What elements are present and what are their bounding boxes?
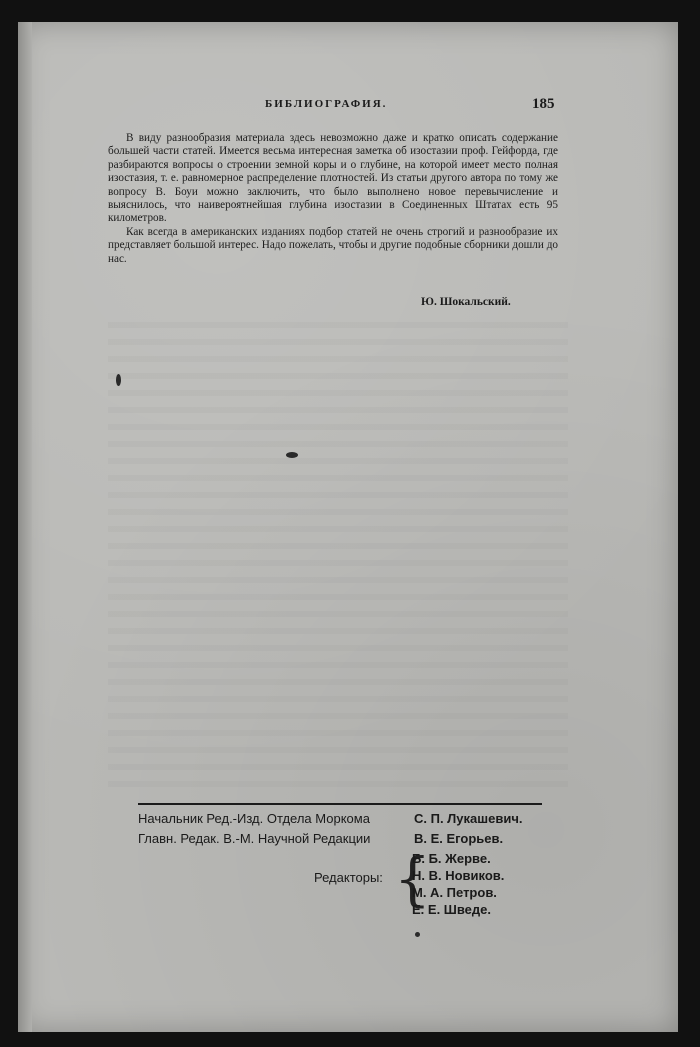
author-signature: Ю. Шокальский.: [421, 296, 511, 308]
ink-spot: [116, 374, 121, 386]
credit-line: [138, 809, 558, 829]
credit-person: В. Е. Егорьев.: [414, 831, 504, 846]
editors-label: Редакторы:: [314, 870, 383, 885]
ink-spot: [286, 452, 298, 458]
ink-spot: [415, 932, 420, 937]
editor-name: Н. В. Новиков.: [412, 868, 505, 883]
editor-name: Е. Е. Шведе.: [412, 902, 491, 917]
editors-list: [412, 850, 504, 918]
bleed-through-area: [108, 322, 568, 792]
credit-person: С. П. Лукашевич.: [414, 811, 523, 826]
article-body: [108, 132, 558, 266]
curly-brace-icon: {: [394, 845, 431, 913]
credit-role: Начальник Ред.-Изд. Отдела Моркома: [138, 811, 370, 826]
credit-role: Главн. Редак. В.-М. Научной Редакции: [138, 831, 371, 846]
document-page: [18, 22, 678, 1032]
paragraph: Как всегда в американских изданиях подбор статей не очень строгий и разнообразие их представляет большой интерес. Надо пожелать, чтобы и другие подобные сборники дошли до нас.: [108, 225, 558, 265]
paragraph: В виду разнообразия материала здесь невозможно даже и кратко описать содержание большей части статей. Имеется весьма интересная заметка об изостазии проф. Гейфорда, где разбираются вопросы о строении земной коры и о глубине, на которой имеет место полная изостазия, т. е. равномерное распределение плотностей. Из статьи другого автора по тому же вопросу В. Боуи можно заключить, что было выполнено новое перевычисление и выяснилось, что наивероятнейшая глубина изостазии в Соединенных Штатах есть 95 километров.: [108, 132, 558, 225]
credits-block: [138, 809, 558, 849]
page-spine-shadow: [18, 22, 32, 1032]
editor-name: Б. Б. Жерве.: [412, 851, 491, 866]
page-number: 185: [532, 96, 555, 112]
editor-name: М. А. Петров.: [412, 885, 497, 900]
credit-line: [138, 829, 558, 849]
running-title: БИБЛИОГРАФИЯ.: [265, 98, 388, 110]
horizontal-rule: [138, 803, 542, 805]
